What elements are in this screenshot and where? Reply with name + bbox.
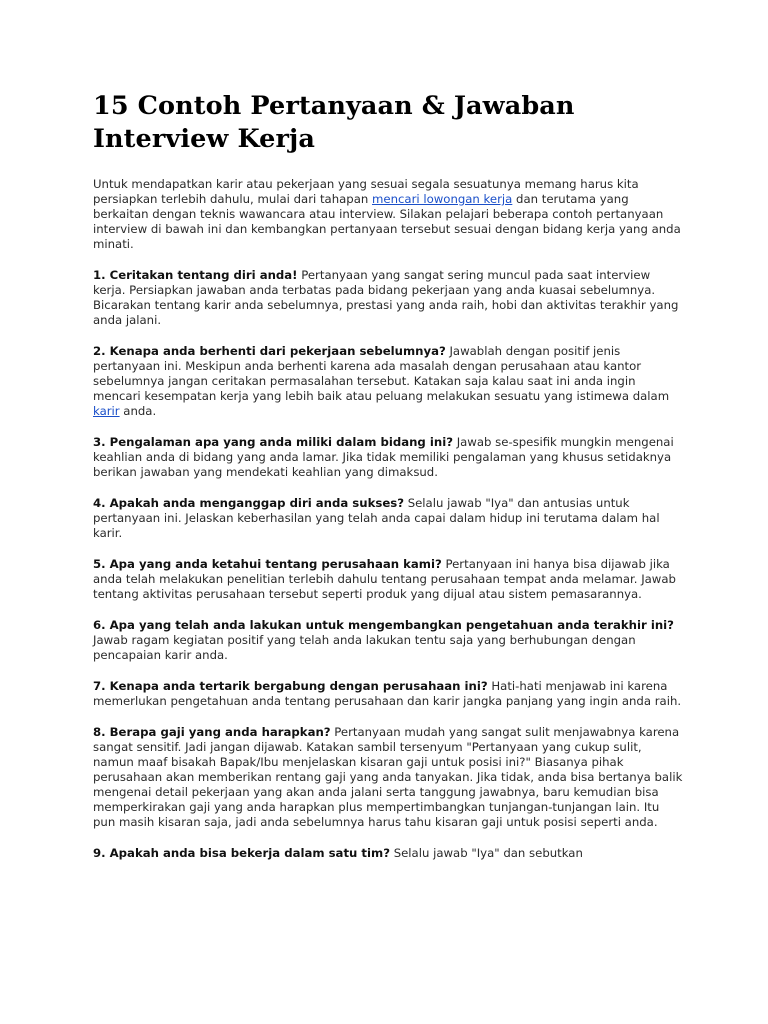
question-4-heading: 4. Apakah anda menganggap diri anda sukses? — [93, 496, 404, 510]
page-title-line-2: Interview Kerja — [93, 124, 315, 154]
question-3-paragraph — [93, 435, 683, 480]
question-4-answer: Selalu jawab "Iya" dan antusias untuk pertanyaan ini. Jelaskan keberhasilan yang telah anda capai dalam hidup ini terutama dalam hal karir. — [93, 496, 660, 540]
question-1-answer: Pertanyaan yang sangat sering muncul pada saat interview kerja. Persiapkan jawaban anda terbatas pada bidang pekerjaan yang anda kuasai sebelumnya. Bicarakan tentang karir anda sebelumnya, prestasi yang anda raih, hobi dan aktivitas terakhir yang anda jalani. — [93, 268, 679, 327]
question-9-paragraph — [93, 846, 683, 861]
question-9-answer: Selalu jawab "Iya" dan sebutkan — [389, 846, 583, 860]
page-title-line-1: 15 Contoh Pertanyaan & Jawaban — [93, 91, 575, 121]
question-5-heading: 5. Apa yang anda ketahui tentang perusahaan kami? — [93, 557, 442, 571]
intro-text-before-link: Untuk mendapatkan karir atau pekerjaan yang sesuai segala sesuatunya memang harus kita persiapkan terlebih dahulu, mulai dari tahapan — [93, 177, 639, 206]
question-2-answer-end: anda. — [119, 404, 157, 418]
question-7-heading: 7. Kenapa anda tertarik bergabung dengan perusahaan ini? — [93, 679, 488, 693]
question-8-heading: 8. Berapa gaji yang anda harapkan? — [93, 725, 331, 739]
intro-paragraph — [93, 177, 683, 252]
question-8-answer: Pertanyaan mudah yang sangat sulit menjawabnya karena sangat sensitif. Jadi jangan dijawab. Katakan sambil tersenyum "Pertanyaan yang cukup sulit, namun maaf bisakah Bapak/Ibu menjelaskan kisaran gaji untuk posisi ini?" Biasanya pihak perusahaan akan memberikan rentang gaji yang anda tanyakan. Jika tidak, anda bisa bertanya balik mengenai detail pekerjaan yang akan anda jalani serta tanggung jawabnya, baru kemudian bisa memperkirakan gaji yang anda harapkan plus mempertimbangkan tunjangan-tunjangan lain. Itu pun masih kisaran saja, jadi anda sebelumnya harus tahu kisaran gaji untuk posisi seperti anda. — [93, 725, 683, 829]
document-page — [93, 90, 683, 877]
question-6-heading: 6. Apa yang telah anda lakukan untuk mengembangkan pengetahuan anda terakhir ini? — [93, 618, 674, 632]
question-5-paragraph — [93, 557, 683, 602]
question-2-answer: Jawablah dengan positif jenis pertanyaan ini. Meskipun anda berhenti karena ada masalah dengan perusahaan atau kantor sebelumnya jangan ceritakan permasalahan tersebut. Katakan saja kalau saat ini anda ingin mencari kesempatan kerja yang lebih baik atau peluang melakukan sesuatu yang istimewa dalam — [93, 344, 670, 403]
question-6-answer: Jawab ragam kegiatan positif yang telah anda lakukan tentu saja yang berhubungan dengan pencapaian karir anda. — [93, 633, 636, 662]
question-1-heading: 1. Ceritakan tentang diri anda! — [93, 268, 298, 282]
mencari-lowongan-kerja-link[interactable]: mencari lowongan kerja — [372, 192, 513, 206]
question-7-answer: Hati-hati menjawab ini karena memerlukan pengetahuan anda tentang perusahaan dan karir jangka panjang yang ingin anda raih. — [93, 679, 682, 708]
question-3-answer: Jawab se-spesifik mungkin mengenai keahlian anda di bidang yang anda lamar. Jika tidak memiliki pengalaman yang khusus setidaknya berikan jawaban yang mendekati keahlian yang dimaksud. — [93, 435, 674, 479]
question-7-paragraph — [93, 679, 683, 709]
question-9-heading: 9. Apakah anda bisa bekerja dalam satu tim? — [93, 846, 390, 860]
question-6-paragraph — [93, 618, 683, 663]
question-3-heading: 3. Pengalaman apa yang anda miliki dalam bidang ini? — [93, 435, 453, 449]
intro-text-after-link: dan terutama yang berkaitan dengan teknis wawancara atau interview. Silakan pelajari beberapa contoh pertanyaan interview di bawah ini dan kembangkan pertanyaan tersebut sesuai dengan bidang kerja yang anda minati. — [93, 192, 681, 251]
question-4-paragraph — [93, 496, 683, 541]
karir-link[interactable]: karir — [93, 404, 120, 418]
question-5-answer: Pertanyaan ini hanya bisa dijawab jika anda telah melakukan penelitian terlebih dahulu tentang perusahaan tempat anda melamar. Jawab tentang aktivitas perusahaan tersebut seperti produk yang dijual atau sistem pemasarannya. — [93, 557, 676, 601]
question-2-paragraph — [93, 344, 683, 419]
question-1-paragraph — [93, 268, 683, 328]
question-2-heading: 2. Kenapa anda berhenti dari pekerjaan sebelumnya? — [93, 344, 446, 358]
page-title — [93, 90, 683, 156]
question-8-paragraph — [93, 725, 683, 830]
